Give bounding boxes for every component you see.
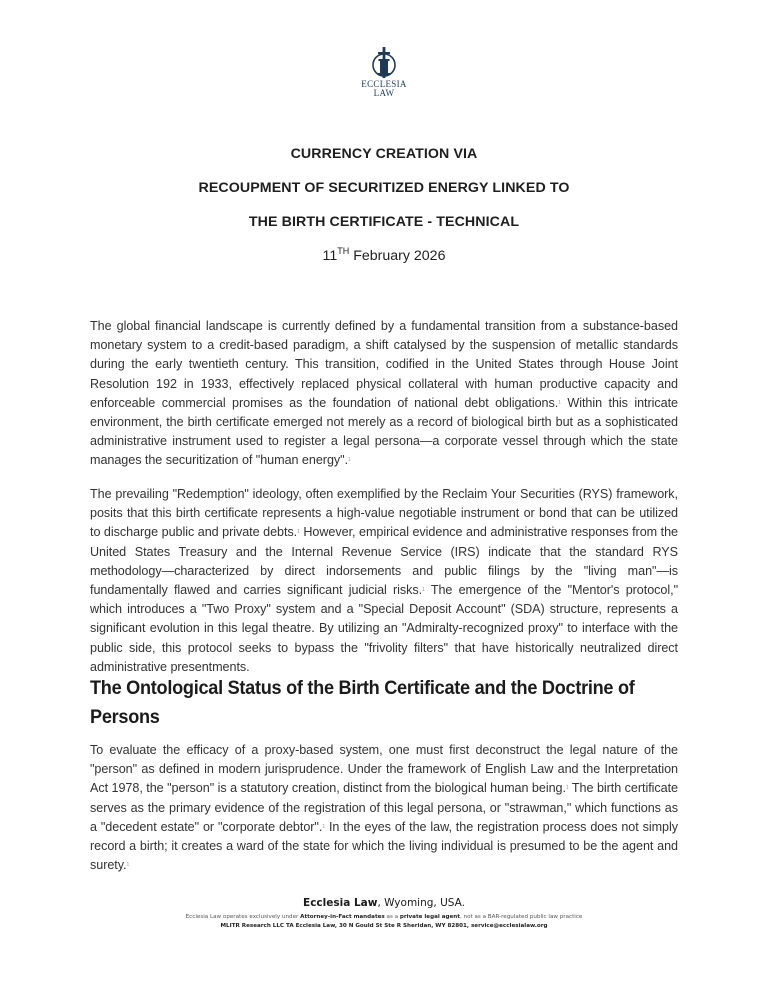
paragraph-1-text-a: The global financial landscape is currently defined by a fundamental transition from a substance-based monetary system to a credit-based paradigm, a shift catalysed by the suspension of metallic standards during the early twentieth century. This transition, codified in the United States through House Joint Resolution 192 in 1933, effectively replaced physical collateral with human productive capacity and enforceable commercial promises as the foundation of national debt obligations.	[90, 319, 678, 410]
footer-disclaimer	[0, 914, 768, 920]
disclaimer-text: as a	[384, 914, 400, 920]
paragraph-3-text-c: In the eyes of the law, the registration process does not simply record a birth; it creates a ward of the state for which the living individual is presumed to be the agent and surety.	[90, 819, 678, 873]
paragraph-2-text-b: However, empirical evidence and administrative responses from the United States Treasury and the Internal Revenue Service (IRS) indicate that the standard RYS methodology—characterized by direct indorsements and public filings by the "living man"—is fundamentally flawed and carries significant judicial risks.	[90, 525, 678, 598]
paragraph-2	[90, 485, 678, 677]
disclaimer-text: Ecclesia Law operates exclusively under	[185, 914, 301, 920]
footnote-marker[interactable]: 1	[558, 399, 561, 406]
footer-address[interactable]: MLITR Research LLC TA Ecclesia Law, 30 N Gould St Ste R Sheridan, WY 82801, service@ecclesialaw.org	[220, 923, 548, 929]
logo-text-line2: LAW	[373, 88, 395, 98]
date-day: 11	[322, 248, 338, 264]
footer-org-name: Ecclesia Law	[303, 897, 378, 909]
column-cross-emblem-icon	[369, 46, 399, 80]
footnote-marker[interactable]: 1	[565, 785, 569, 792]
document-date	[0, 248, 768, 264]
footer-org-location: , Wyoming, USA.	[377, 897, 465, 909]
paragraph-3-text-b: The birth certificate serves as the primary evidence of the registration of this legal persona, or "strawman," which functions as a "decedent estate" or "corporate debtor".	[90, 781, 679, 834]
paragraph-3-text-a: To evaluate the efficacy of a proxy-based system, one must first deconstruct the legal nature of the "person" as defined in modern jurisprudence. Under the framework of English Law and the Interpretation Act 1978, the "person" is a statutory creation, distinct from the biological human being.	[90, 743, 678, 796]
footnote-marker[interactable]: 1	[348, 457, 351, 464]
footnote-marker[interactable]: 1	[126, 862, 130, 869]
paragraph-2-text-a: The prevailing "Redemption" ideology, often exemplified by the Reclaim Your Securities (RYS) framework, posits that this birth certificate represents a high-value negotiable instrument or bond that can be utilized to discharge public and private debts.	[90, 487, 678, 540]
footer-organization	[0, 897, 768, 909]
footnote-marker[interactable]: 1	[322, 823, 326, 830]
disclaimer-bold-2: private legal agent	[399, 914, 460, 920]
disclaimer-text: , not as a BAR-regulated public law practice	[459, 914, 583, 920]
document-title-line-3: THE BIRTH CERTIFICATE - TECHNICAL	[248, 214, 520, 230]
paragraph-3	[90, 741, 678, 875]
paragraph-1	[90, 317, 678, 471]
logo-text-line1: ECCLESIA	[361, 79, 407, 89]
footnote-marker[interactable]: 1	[422, 587, 425, 594]
date-rest: February 2026	[349, 248, 446, 264]
document-title-line-1: CURRENCY CREATION VIA	[290, 146, 478, 162]
paragraph-1-text-b: Within this intricate environment, the birth certificate emerged not merely as a record of biological birth but as a sophisticated administrative instrument used to register a legal persona—a corporate vessel through which the state manages the securitization of "human energy".	[90, 395, 678, 468]
footnote-marker[interactable]: 1	[297, 529, 300, 536]
disclaimer-bold-1: Attorney-in-Fact mandates	[300, 914, 385, 920]
document-title-line-2: RECOUPMENT OF SECURITIZED ENERGY LINKED TO	[198, 180, 570, 196]
paragraph-2-text-c: The emergence of the "Mentor's protocol," which introduces a "Two Proxy" system and a "Special Deposit Account" (SDA) structure, represents a significant evolution in this legal theatre. By utilizing an "Admiralty-recognized proxy" to interface with the public side, this protocol seeks to bypass the "frivolity filters" that have historically neutralized direct administrative presentments.	[90, 583, 678, 674]
date-suffix: TH	[337, 246, 350, 256]
ecclesia-law-logo	[355, 46, 413, 108]
section-heading: The Ontological Status of the Birth Certificate and the Doctrine of Persons	[90, 677, 635, 728]
